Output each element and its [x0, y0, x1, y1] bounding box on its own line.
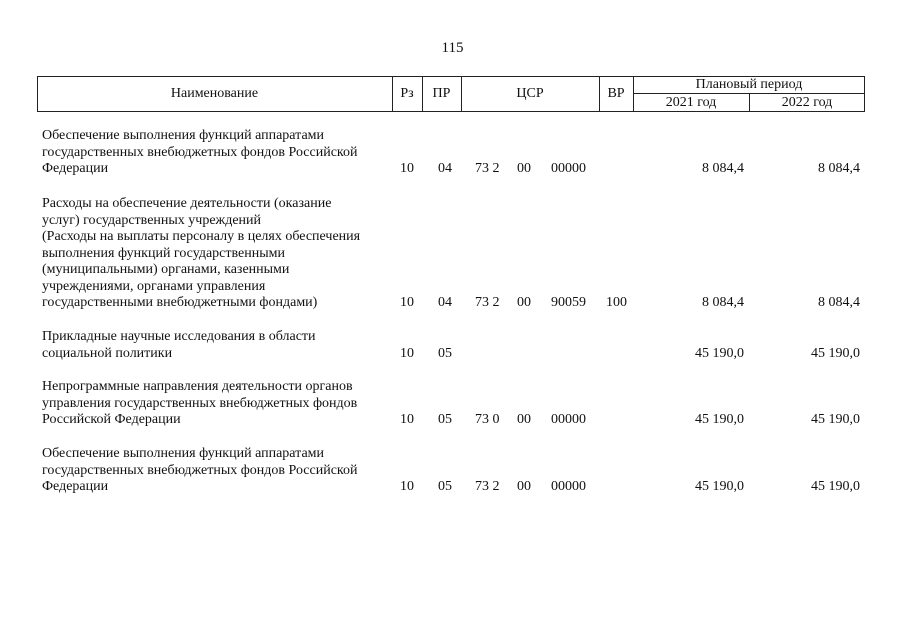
row-amount-2022: 45 190,0	[811, 346, 860, 361]
row-name	[42, 379, 402, 429]
page-number: 115	[441, 40, 464, 56]
row-name	[42, 128, 402, 178]
row-name-line: социальной политики	[42, 345, 173, 361]
row-csr-sub: 00	[517, 161, 531, 176]
row-pr: 05	[438, 346, 452, 361]
row-amount-2021: 45 190,0	[695, 412, 744, 427]
row-name	[42, 196, 402, 312]
row-name-line: Расходы на обеспечение деятельности (оказание	[42, 196, 332, 211]
row-pr: 05	[438, 479, 452, 494]
header-planned-period: Плановый период	[695, 77, 803, 92]
row-name	[42, 329, 402, 362]
header-name: Наименование	[170, 86, 259, 101]
row-name-line: услуг) государственных учреждений	[42, 212, 262, 228]
row-name-line: Непрограммные направления деятельности органов	[42, 379, 353, 394]
header-rz: Рз	[400, 86, 414, 101]
row-name-line: Обеспечение выполнения функций аппаратами	[42, 128, 325, 143]
row-amount-2022: 45 190,0	[811, 412, 860, 427]
row-name-line: Прикладные научные исследования в области	[42, 329, 316, 344]
row-name-line: Российской Федерации	[42, 412, 181, 427]
row-amount-2021: 45 190,0	[695, 346, 744, 361]
row-pr: 04	[438, 295, 452, 310]
row-name-line: управления государственных внебюджетных фондов	[42, 395, 358, 411]
row-csr-direction: 00000	[551, 161, 586, 176]
row-rz: 10	[400, 295, 414, 310]
header-year-2022: 2022 год	[781, 95, 833, 110]
header-csr: ЦСР	[516, 86, 544, 101]
row-amount-2021: 8 084,4	[702, 161, 744, 176]
row-amount-2022: 8 084,4	[818, 295, 860, 310]
row-name-line: учреждениями, органами управления	[42, 278, 266, 294]
header-pr: ПР	[432, 86, 451, 101]
row-pr: 05	[438, 412, 452, 427]
row-name-line: государственными внебюджетными фондами)	[42, 295, 318, 310]
row-name-line: государственных внебюджетных фондов Российской	[42, 462, 358, 478]
header-year-2021: 2021 год	[665, 95, 717, 110]
row-amount-2022: 45 190,0	[811, 479, 860, 494]
row-vr: 100	[606, 295, 627, 310]
row-name-line: Федерации	[42, 161, 109, 176]
row-csr-program: 73 2	[475, 479, 500, 494]
row-name-line: Федерации	[42, 479, 109, 494]
row-pr: 04	[438, 161, 452, 176]
row-csr-sub: 00	[517, 295, 531, 310]
row-name-line: (Расходы на выплаты персоналу в целях обеспечения	[42, 229, 361, 244]
row-rz: 10	[400, 161, 414, 176]
row-rz: 10	[400, 412, 414, 427]
row-name-line: Обеспечение выполнения функций аппаратами	[42, 446, 325, 461]
row-name-line: государственных внебюджетных фондов Российской	[42, 144, 358, 160]
row-csr-sub: 00	[517, 479, 531, 494]
table-header	[37, 76, 865, 112]
row-csr-direction: 00000	[551, 479, 586, 494]
row-rz: 10	[400, 346, 414, 361]
row-name	[42, 446, 402, 496]
row-csr-program: 73 2	[475, 295, 500, 310]
row-amount-2021: 45 190,0	[695, 479, 744, 494]
row-csr-direction: 90059	[551, 295, 586, 310]
row-csr-program: 73 0	[475, 412, 500, 427]
row-name-line: выполнения функций государственными	[42, 245, 285, 261]
row-csr-program: 73 2	[475, 161, 500, 176]
row-amount-2022: 8 084,4	[818, 161, 860, 176]
row-csr-direction: 00000	[551, 412, 586, 427]
row-name-line: (муниципальными) органами, казенными	[42, 262, 290, 277]
row-amount-2021: 8 084,4	[702, 295, 744, 310]
header-vr: ВР	[607, 86, 625, 101]
row-rz: 10	[400, 479, 414, 494]
row-csr-sub: 00	[517, 412, 531, 427]
